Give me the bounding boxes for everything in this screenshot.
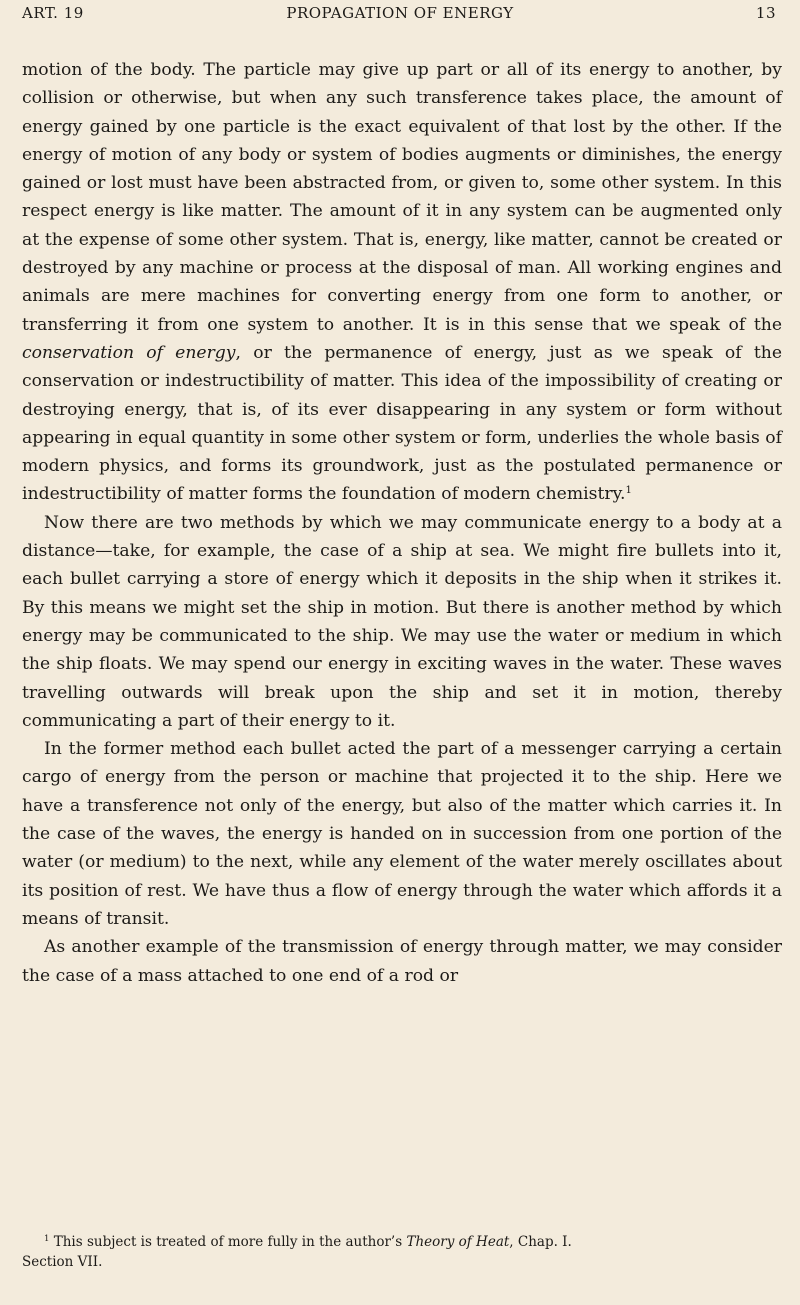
header-chapter-title: PROPAGATION OF ENERGY — [286, 4, 514, 22]
page-number: 13 — [755, 4, 776, 22]
paragraph: Now there are two methods by which we may communicate energy to a body at a distance—take, for example, the case of a ship at sea. We might fire bullets into it, each bullet carrying a store of energy which it deposits in the ship when it strikes it. By this means we might set the ship in motion. But there is another method by which energy may be communicated to the ship. We may use the water or medium in which the ship floats. We may spend our energy in exciting waves in the water. These waves travelling outwards will break upon the ship and set it in motion, thereby communicating a part of their energy to it. — [22, 512, 782, 731]
paragraph-continuation — [22, 56, 782, 509]
footnote-reference: 1 — [625, 485, 632, 497]
paragraph-text: , or the permanence of energy, just as we speak of the conservation or indestructibility of matter. This idea of the impossibility of creating or destroying energy, that is, of its ever disappearing in any system or form without appearing in equal quantity in some other system or form, underlies the whole basis of modern physics, and forms its groundwork, just as the postulated permanence or indestructibility of matter forms the foundation of modern chemistry. — [22, 342, 782, 505]
paragraph: In the former method each bullet acted the part of a messenger carrying a certain cargo of energy from the person or machine that projected it to the ship. Here we have a transference not only of the energy, but also of the matter which carries it. In the case of the waves, the energy is handed on in succession from one portion of the water (or medium) to the next, while any element of the water merely oscillates about its position of rest. We have thus a flow of energy through the water which affords it a means of transit. — [22, 739, 782, 929]
footnote-text: This subject is treated of more fully in the author’s — [49, 1234, 407, 1250]
footnote-book-title: Theory of Heat — [406, 1234, 510, 1250]
footnote-line — [22, 1232, 782, 1252]
footnote-line: Section VII. — [22, 1254, 103, 1270]
paragraph-text: motion of the body. The particle may give up part or all of its energy to another, by collision or otherwise, but when any such transference takes place, the amount of energy gained by one particle is the exact equivalent of that lost by the other. If the energy of motion of any body or system of bodies augments or diminishes, the energy gained or lost must have been abstracted from, or given to, some other system. In this respect energy is like matter. The amount of it in any system can be augmented only at the expense of some other system. That is, energy, like matter, cannot be created or destroyed by any machine or process at the disposal of man. All working engines and animals are mere machines for converting energy from one form to another, or transferring it from one system to another. It is in this sense that we speak of the — [22, 60, 782, 335]
body-text — [22, 56, 782, 990]
running-header — [22, 4, 778, 30]
footnote-text: , Chap. I. — [509, 1234, 572, 1250]
header-article-number: ART. 19 — [22, 4, 84, 22]
footnote — [22, 1232, 782, 1272]
emphasis-term: conservation of energy — [22, 342, 236, 363]
paragraph: As another example of the transmission of energy through matter, we may consider the case of a mass attached to one end of a rod or — [22, 937, 782, 986]
footnote-mark: 1 — [44, 1234, 50, 1244]
